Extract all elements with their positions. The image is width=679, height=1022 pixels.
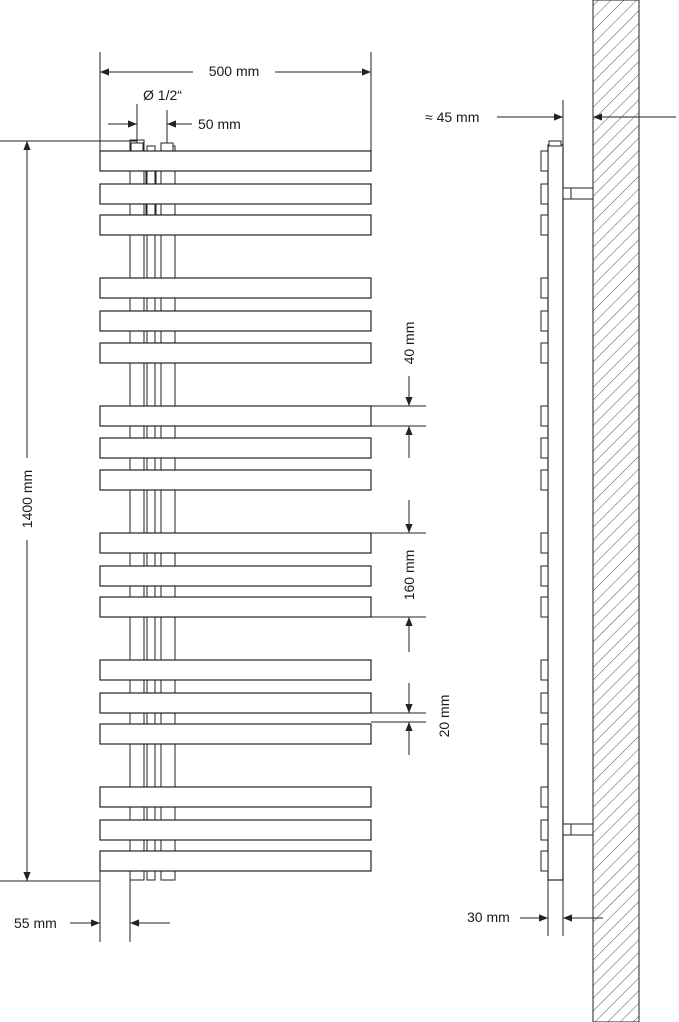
front-view xyxy=(0,52,452,942)
bar-ends-side xyxy=(541,151,548,871)
pipe-left-outer xyxy=(130,140,144,880)
bar-16 xyxy=(100,787,371,807)
bar-6 xyxy=(100,343,371,363)
radiator-side-cap xyxy=(549,141,561,146)
width-dimension xyxy=(100,52,371,151)
pipe-connector-left xyxy=(131,143,143,151)
side-view xyxy=(425,0,676,1022)
bar-1 xyxy=(100,151,371,171)
edge-offset-label: 55 mm xyxy=(14,915,57,931)
pipe-left-inner xyxy=(147,146,155,880)
bar-9 xyxy=(100,470,371,490)
pipe-connector-right xyxy=(161,143,173,151)
group-spacing-dimension xyxy=(371,500,426,652)
wall-distance-label: ≈ 45 mm xyxy=(425,109,480,125)
bar-10 xyxy=(100,533,371,553)
height-label: 1400 mm xyxy=(19,469,35,529)
wall xyxy=(593,0,639,1022)
depth-label: 30 mm xyxy=(467,909,510,925)
bar-15 xyxy=(100,724,371,744)
height-dimension xyxy=(0,141,137,881)
group-spacing-label: 160 mm xyxy=(401,549,417,601)
bar-12 xyxy=(100,597,371,617)
depth-dimension xyxy=(467,880,603,936)
radiator-side-body xyxy=(548,145,563,880)
bar-5 xyxy=(100,311,371,331)
width-label: 500 mm xyxy=(208,63,260,79)
bar-4 xyxy=(100,278,371,298)
wall-bracket-top xyxy=(563,188,593,199)
pipe-spacing-label: 50 mm xyxy=(198,116,241,132)
bar-8 xyxy=(100,438,371,458)
bar-height-dimension xyxy=(371,322,426,458)
wall-bracket-bottom xyxy=(563,824,593,835)
vertical-pipes xyxy=(130,140,175,880)
bar-13 xyxy=(100,660,371,680)
bar-2 xyxy=(100,184,371,204)
bar-height-label: 40 mm xyxy=(401,321,417,365)
pipe-dimension xyxy=(108,87,241,143)
bar-18 xyxy=(100,851,371,871)
bar-17 xyxy=(100,820,371,840)
pipe-right xyxy=(161,146,175,880)
pipe-diameter-label: Ø 1/2“ xyxy=(143,87,182,103)
bar-11 xyxy=(100,566,371,586)
bar-7 xyxy=(100,406,371,426)
bar-14 xyxy=(100,693,371,713)
bar-gap-label: 20 mm xyxy=(436,694,452,738)
bar-3 xyxy=(100,215,371,235)
bar-gap-dimension xyxy=(371,683,452,755)
